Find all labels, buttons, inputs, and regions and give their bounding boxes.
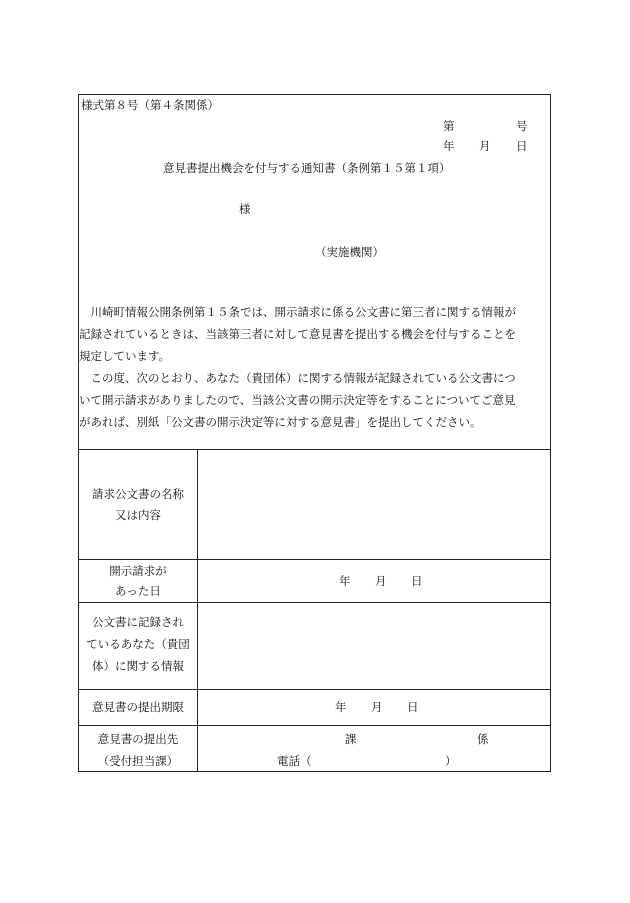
row5-kakari: 係 <box>477 732 489 746</box>
row4-year: 年 <box>335 700 347 714</box>
row5-label-a: 意見書の提出先 <box>97 732 179 746</box>
row4-label: 意見書の提出期限 <box>92 700 184 714</box>
row2-year: 年 <box>339 574 351 588</box>
number-label-go: 号 <box>516 119 528 133</box>
addressee-suffix: 様 <box>239 202 251 216</box>
row2-label-b: あった日 <box>115 584 161 598</box>
body-line: 規定しています。 <box>79 349 171 363</box>
implementing-body: （実施機関） <box>315 245 384 259</box>
row5-ka: 課 <box>345 732 357 746</box>
row5-phone: 電話（ <box>277 754 312 768</box>
body-line: 川崎町情報公開条例第１５条では、開示請求に係る公文書に第三者に関する情報が <box>79 305 516 319</box>
date-year-label: 年 <box>443 139 455 153</box>
body-line: があれば、別紙「公文書の開示決定等に対する意見書」を提出してください。 <box>79 415 482 429</box>
row-divider <box>79 725 550 726</box>
row2-day: 日 <box>411 574 423 588</box>
row2-label-a: 開示請求が <box>109 564 167 578</box>
body-line: いて開示請求がありましたので、当該公文書の開示決定等をすることについてご意見 <box>79 393 516 407</box>
table-top-border <box>79 449 550 450</box>
row1-label-b: 又は内容 <box>115 508 161 522</box>
notice-form <box>78 94 551 772</box>
row4-day: 日 <box>407 700 419 714</box>
row3-label-a: 公文書に記録され <box>92 615 184 629</box>
row1-label-a: 請求公文書の名称 <box>92 487 184 501</box>
column-divider <box>197 449 198 772</box>
body-line: 記録されているときは、当該第三者に対して意見書を提出する機会を付与することを <box>79 327 516 341</box>
row3-label-c: 体）に関する情報 <box>92 659 184 673</box>
row5-phone-close: ） <box>445 754 457 768</box>
date-month-label: 月 <box>479 139 491 153</box>
row3-label-b: ているあなた（貴団 <box>86 637 190 651</box>
row4-month: 月 <box>371 700 383 714</box>
row-divider <box>79 689 550 690</box>
row2-month: 月 <box>375 574 387 588</box>
date-day-label: 日 <box>516 139 528 153</box>
document-title: 意見書提出機会を付与する通知書（条例第１５第１項） <box>163 161 451 175</box>
row5-label-b: （受付担当課） <box>97 754 179 768</box>
form-number: 様式第８号（第４条関係） <box>81 98 219 112</box>
row-divider <box>79 602 550 603</box>
body-line: この度、次のとおり、あなた（貴団体）に関する情報が記録されている公文書につ <box>79 371 516 385</box>
number-label-dai: 第 <box>443 119 455 133</box>
